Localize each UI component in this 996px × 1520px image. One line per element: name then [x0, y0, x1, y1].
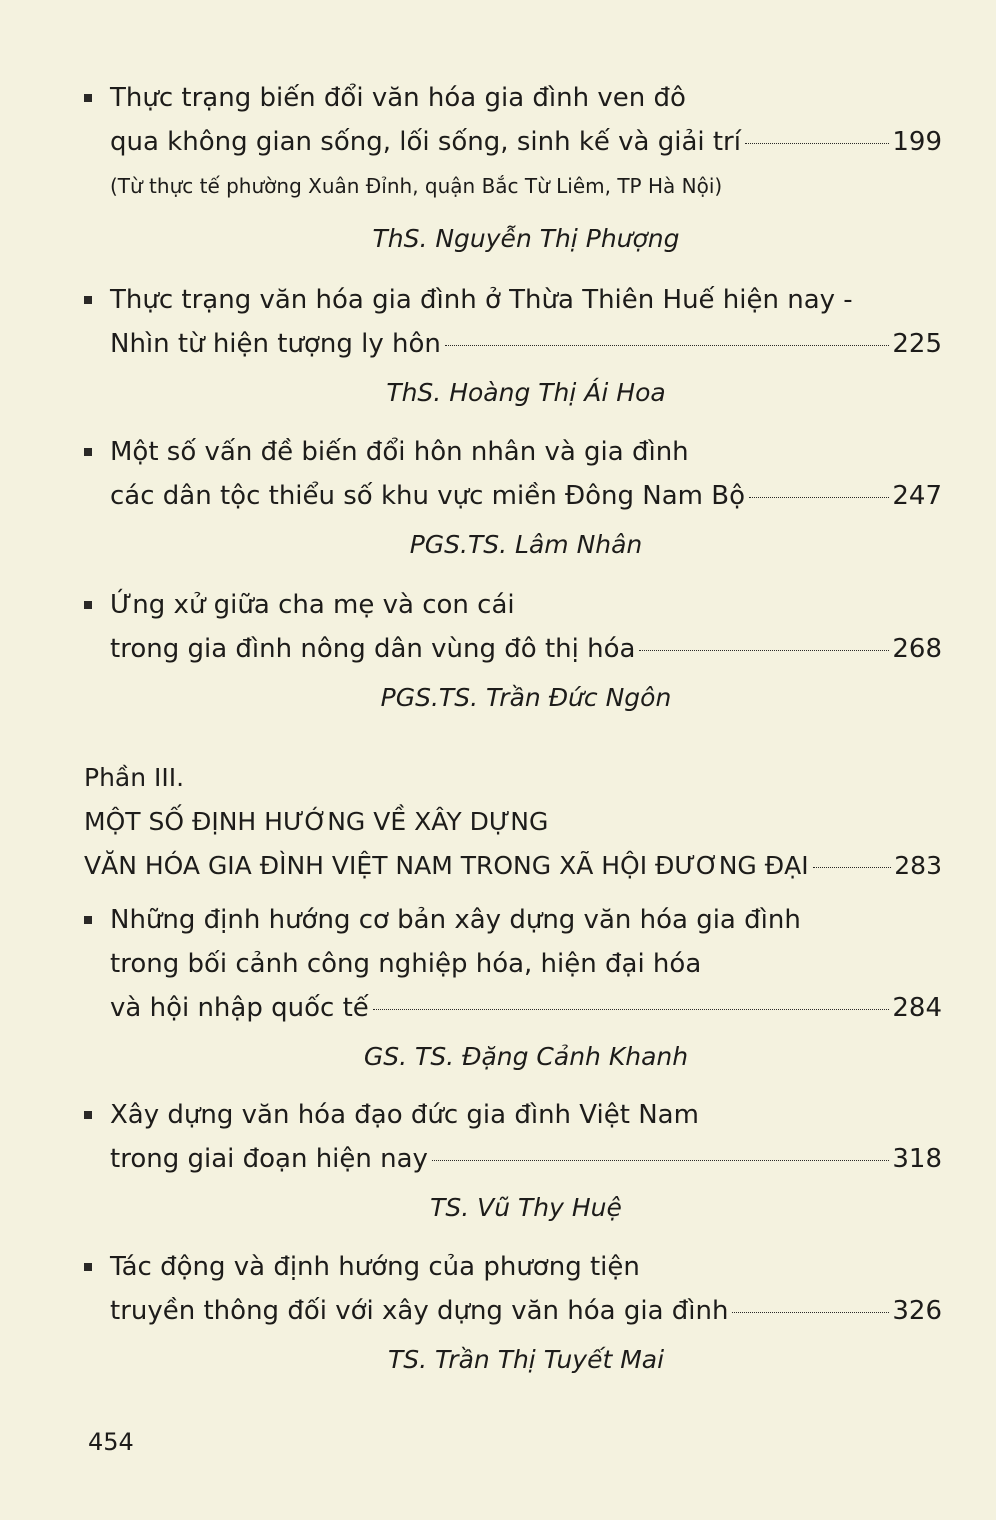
entry-page-number: 326 [892, 1296, 942, 1326]
toc-entry [84, 1093, 942, 1235]
entry-title-line [84, 278, 942, 322]
dot-leader [745, 142, 889, 144]
toc-entry [84, 278, 942, 420]
page-folio: 454 [88, 1428, 134, 1456]
entry-title-text: Những định hướng cơ bản xây dựng văn hóa gia đình [110, 905, 801, 935]
entry-leader-line [84, 120, 942, 164]
bullet-icon [84, 1263, 92, 1271]
entry-page-number: 247 [892, 481, 942, 511]
toc-entry [84, 1245, 942, 1387]
bullet-icon [84, 1111, 92, 1119]
entry-title-line [84, 430, 942, 474]
entry-title-text: truyền thông đối với xây dựng văn hóa gia đình [110, 1296, 729, 1326]
entry-leader-line [84, 322, 942, 366]
bullet-icon [84, 448, 92, 456]
entry-title-line [84, 942, 942, 986]
bullet-icon [84, 94, 92, 102]
entry-leader-line [84, 1289, 942, 1333]
entry-title-text: Nhìn từ hiện tượng ly hôn [110, 329, 441, 359]
entry-author: PGS.TS. Trần Đức Ngôn [380, 683, 672, 712]
entry-author: GS. TS. Đặng Cảnh Khanh [363, 1042, 689, 1071]
entry-title-text: qua không gian sống, lối sống, sinh kế và giải trí [110, 127, 741, 157]
entry-page-number: 318 [892, 1144, 942, 1174]
entry-title-text: trong giai đoạn hiện nay [110, 1144, 428, 1174]
part-page-number: 283 [894, 851, 942, 880]
part-heading [84, 756, 942, 888]
dot-leader [445, 344, 890, 346]
bullet-icon [84, 601, 92, 609]
entry-leader-line [84, 986, 942, 1030]
part-label: Phần III. [84, 763, 185, 792]
bullet-icon [84, 916, 92, 924]
entry-author: ThS. Hoàng Thị Ái Hoa [386, 378, 666, 407]
entry-page-number: 199 [892, 127, 942, 157]
entry-title-text: Xây dựng văn hóa đạo đức gia đình Việt Nam [110, 1100, 699, 1130]
entry-title-line [84, 583, 942, 627]
entry-title-line [84, 898, 942, 942]
entry-author: ThS. Nguyễn Thị Phượng [372, 224, 680, 253]
part-title-line: MỘT SỐ ĐỊNH HƯỚNG VỀ XÂY DỰNG [84, 807, 549, 836]
entry-author: TS. Vũ Thy Huệ [430, 1193, 622, 1222]
dot-leader [813, 866, 892, 868]
entry-leader-line [84, 627, 942, 671]
part-title-line: VĂN HÓA GIA ĐÌNH VIỆT NAM TRONG XÃ HỘI ĐƯƠNG ĐẠI [84, 851, 809, 880]
entry-title-text: Thực trạng văn hóa gia đình ở Thừa Thiên Huế hiện nay - [110, 285, 853, 315]
entry-title-text: các dân tộc thiểu số khu vực miền Đông Nam Bộ [110, 481, 745, 511]
entry-page-number: 225 [892, 329, 942, 359]
entry-title-line [84, 76, 942, 120]
entry-title-text: và hội nhập quốc tế [110, 993, 369, 1023]
entry-title-text: Một số vấn đề biến đổi hôn nhân và gia đình [110, 437, 689, 467]
entry-title-text: trong gia đình nông dân vùng đô thị hóa [110, 634, 636, 664]
dot-leader [432, 1159, 889, 1161]
entry-author: TS. Trần Thị Tuyết Mai [387, 1345, 665, 1374]
toc-entry [84, 76, 942, 266]
entry-page-number: 268 [892, 634, 942, 664]
toc-entry [84, 583, 942, 725]
bullet-icon [84, 296, 92, 304]
toc-entry [84, 430, 942, 572]
part-leader-line [84, 844, 942, 888]
dot-leader [373, 1008, 890, 1010]
entry-page-number: 284 [892, 993, 942, 1023]
entry-leader-line [84, 1137, 942, 1181]
toc-entry [84, 898, 942, 1084]
entry-note: (Từ thực tế phường Xuân Đỉnh, quận Bắc Từ Liêm, TP Hà Nội) [110, 174, 723, 198]
dot-leader [732, 1311, 889, 1313]
entry-leader-line [84, 474, 942, 518]
entry-title-line [84, 1093, 942, 1137]
dot-leader [749, 496, 889, 498]
entry-title-text: Tác động và định hướng của phương tiện [110, 1252, 640, 1282]
entry-title-line [84, 1245, 942, 1289]
dot-leader [639, 649, 889, 651]
entry-author: PGS.TS. Lâm Nhân [409, 530, 643, 559]
entry-title-text: Thực trạng biến đổi văn hóa gia đình ven đô [110, 83, 686, 113]
entry-title-text: Ứng xử giữa cha mẹ và con cái [110, 590, 515, 620]
entry-title-text: trong bối cảnh công nghiệp hóa, hiện đại hóa [110, 949, 702, 979]
